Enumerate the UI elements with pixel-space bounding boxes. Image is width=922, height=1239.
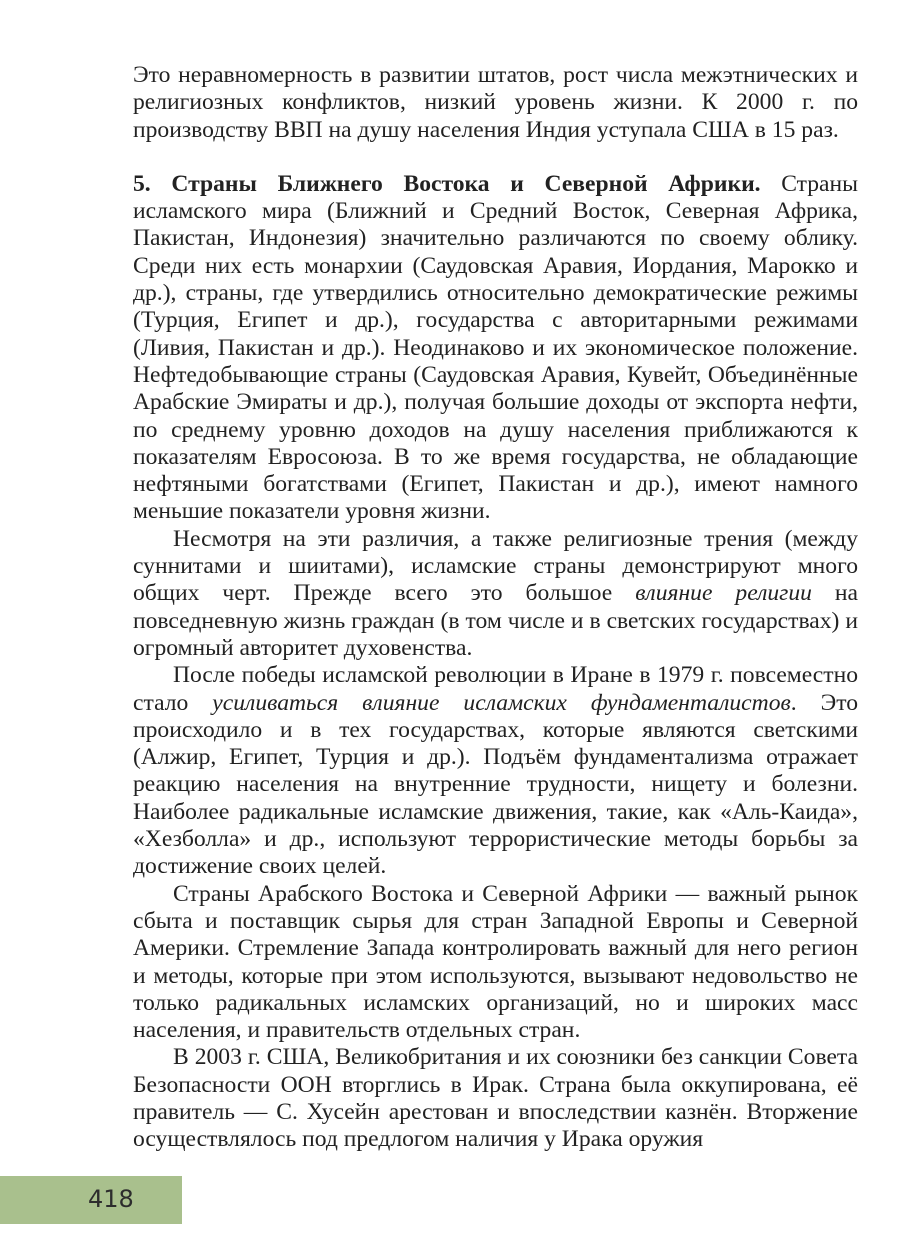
paragraph-common-features-before: Несмотря на эти различия, а также религиозные трения (между суннитами и шиитами), исламские страны демонстрируют много общих черт. Прежде всего это большое [133, 525, 858, 607]
section-5-text: Страны исламского мира (Ближний и Средний Восток, Северная Африка, Пакистан, Индонезия) значительно различаются по своему облику. Среди них есть монархии (Саудовская Аравия, Иордания, Марокко и др.), страны, где утвердились относительно демократические режимы (Турция, Египет и др.), государства с авторитарными режимами (Ливия, Пакистан и др.). Неодинаково и их экономическое положение. Нефтедобывающие страны (Саудовская Аравия, Кувейт, Объединённые Арабские Эмираты и др.), получая большие доходы от экспорта нефти, по среднему уровню доходов на душу населения приближаются к показателям Евросоюза. В то же время государства, не обладающие нефтяными богатствами (Египет, Пакистан и др.), имеют намного меньшие показатели уровня жизни. [133, 170, 859, 525]
paragraph-section-5 [133, 171, 858, 526]
paragraph-iraq: В 2003 г. США, Великобритания и их союзники без санкции Совета Безопасности ООН вторглись в Ирак. Страна была оккупирована, её правитель — С. Хусейн арестован и впоследствии казнён. Вторжение осуществлялось под предлогом наличия у Ирака оружия [133, 1044, 858, 1153]
paragraph-fundamentalism-after: . Это происходило и в тех государствах, которые являются светскими (Алжир, Египет, Турция и др.). Подъём фундаментализма отражает реакцию населения на внутренние трудности, нищету и болезни. Наиболее радикальные исламские движения, такие, как «Аль-Каида», «Хезболла» и др., используют террористические методы борьбы за достижение своих целей. [133, 689, 858, 880]
paragraph-arab-east: Страны Арабского Востока и Северной Африки — важный рынок сбыта и поставщик сырья для стран Западной Европы и Северной Америки. Стремление Запада контролировать важный для него регион и методы, которые при этом используются, вызывают недовольство не только радикальных исламских организаций, но и широких масс населения, и правительств отдельных стран. [133, 880, 858, 1044]
page-text [133, 62, 858, 1154]
paragraph-intro: Это неравномерность в развитии штатов, рост числа межэтнических и религиозных конфликтов, низкий уровень жизни. К 2000 г. по производству ВВП на душу населения Индия уступала США в 15 раз. [133, 62, 858, 143]
paragraph-fundamentalism [133, 662, 858, 880]
section-heading: 5. Страны Ближнего Востока и Северной Африки. [133, 170, 761, 197]
paragraph-common-features [133, 526, 858, 662]
paragraph-common-features-after: на повседневную жизнь граждан (в том числе и в светских государствах) и огромный авторитет духовенства. [133, 580, 859, 661]
emphasis-religion-influence: влияние религии [635, 580, 812, 607]
emphasis-fundamentalists: усиливаться влияние исламских фундаменталистов [212, 689, 791, 716]
page-number: 418 [88, 1185, 134, 1213]
paragraph-fundamentalism-before: После победы исламской революции в Иране в 1979 г. повсеместно стало [133, 662, 858, 716]
